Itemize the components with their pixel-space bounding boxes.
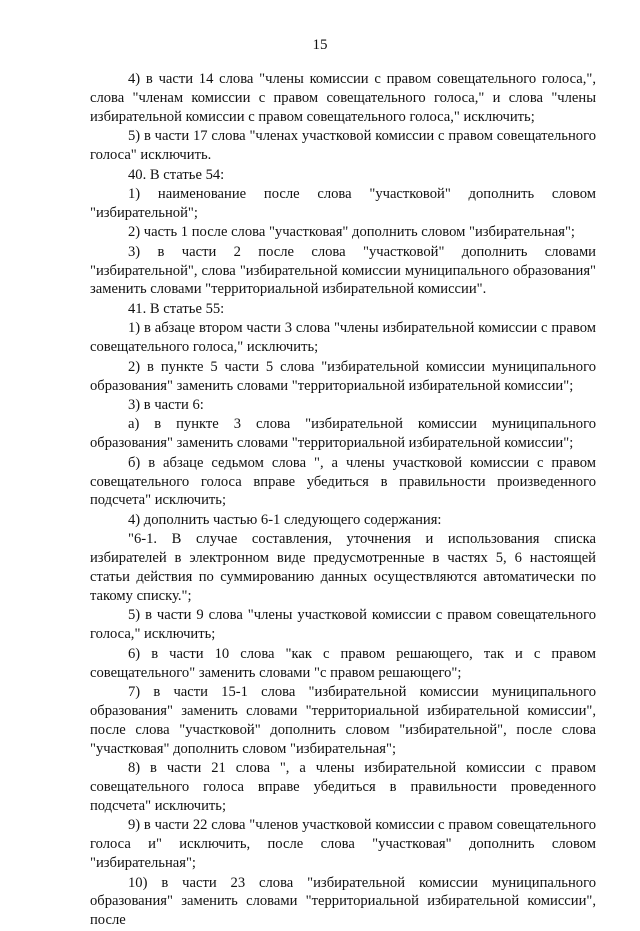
- paragraph: 5) в части 17 слова "членах участковой комиссии с правом совещательного голоса" исключить.: [90, 128, 596, 164]
- paragraph: 1) наименование после слова "участковой" дополнить словом "избирательной";: [90, 185, 596, 221]
- paragraph: 4) дополнить частью 6-1 следующего содержания:: [128, 511, 442, 528]
- paragraph: 2) часть 1 после слова "участковая" дополнить словом "избирательная";: [128, 224, 575, 241]
- paragraph: б) в абзаце седьмом слова ", а члены участковой комиссии с правом совещательного голоса вправе убедиться в правильности произведенного подсчета" исключить;: [90, 454, 596, 509]
- paragraph: 9) в части 22 слова "членов участковой комиссии с правом совещательного голоса и" исключить, после слова "участковая" дополнить словом "избирательная";: [90, 817, 596, 872]
- paragraph: 3) в части 2 после слова "участковой" дополнить словами "избирательной", слова "избирательной комиссии муниципального образования" заменить словами "территориальной избирательной комиссии".: [90, 243, 596, 298]
- page-number: 15: [312, 37, 328, 53]
- paragraph: 8) в части 21 слова ", а члены избирательной комиссии с правом совещательного голоса вправе убедиться в правильности проведенного подсчета" исключить;: [90, 760, 596, 814]
- paragraph: 1) в абзаце втором части 3 слова "члены избирательной комиссии с правом совещательного голоса," исключить;: [90, 320, 596, 356]
- paragraph: а) в пункте 3 слова "избирательной комиссии муниципального образования" заменить словами "территориальной избирательной комиссии";: [90, 416, 596, 452]
- paragraph: 3) в части 6:: [128, 396, 204, 413]
- paragraph: 5) в части 9 слова "члены участковой комиссии с правом совещательного голоса," исключить;: [90, 607, 596, 643]
- paragraph: 2) в пункте 5 части 5 слова "избирательной комиссии муниципального образования" заменить словами "территориальной избирательной комиссии";: [90, 358, 596, 394]
- paragraph: 4) в части 14 слова "члены комиссии с правом совещательного голоса,", слова "членам комиссии с правом совещательного голоса," и слова "члены избирательной комиссии с правом совещательного голоса," исключить;: [90, 71, 596, 125]
- paragraph: 41. В статье 55:: [128, 300, 225, 317]
- paragraph: 10) в части 23 слова "избирательной комиссии муниципального образования" заменить словами "территориальной избирательной комиссии", после: [90, 874, 596, 929]
- document-body: [90, 70, 596, 931]
- paragraph: 6) в части 10 слова "как с правом решающего, так и с правом совещательного" заменить словами "с правом решающего";: [90, 645, 596, 681]
- paragraph: 7) в части 15-1 слова "избирательной комиссии муниципального образования" заменить словами "территориальной избирательной комиссии", после слова "участковой" дополнить словом "избирательной", после слова "участковая" дополнить словом "избирательная";: [90, 684, 596, 757]
- paragraph: "6-1. В случае составления, уточнения и использования списка избирателей в электронном виде предусмотренные в частях 5, 6 настоящей статьи действия по суммированию данных осуществляются автоматически по такому списку.";: [90, 531, 596, 604]
- paragraph: 40. В статье 54:: [128, 166, 225, 183]
